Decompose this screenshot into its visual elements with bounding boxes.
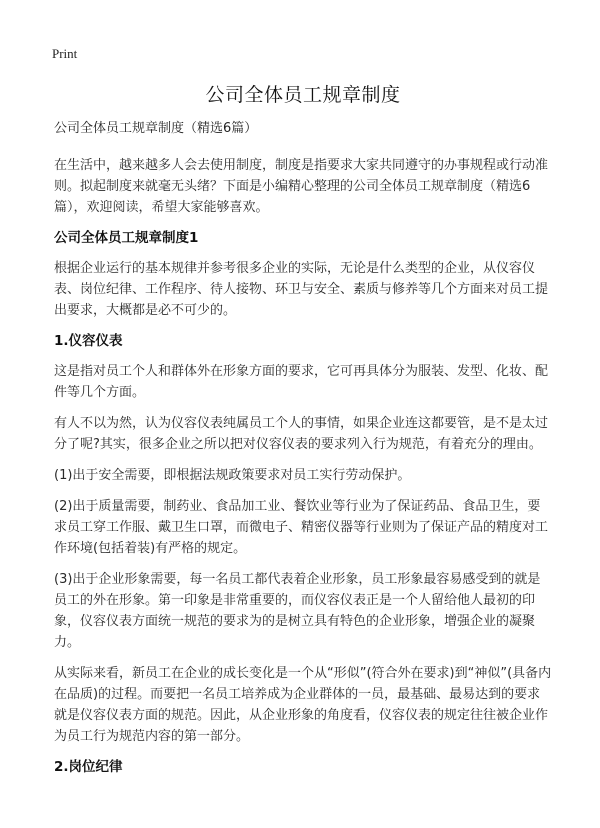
paragraph: (3)出于企业形象需要，每一名员工都代表着企业形象，员工形象最容易感受到的就是员工的外在形象。第一印象是非常重要的，而仪容仪表正是一个人留给他人最初的印象，仪容仪表方面统一规范的要求为的是树立具有特色的企业形象，增强企业的凝聚力。 bbox=[54, 572, 541, 650]
subsection-heading-appearance: 1.仪容仪表 bbox=[54, 333, 123, 349]
paragraph: 有人不以为然，认为仪容仪表纯属员工个人的事情，如果企业连这都要管，是不是太过分了呢?其实，很多企业之所以把对仪容仪表的要求列入行为规范，有着充分的理由。 bbox=[54, 416, 549, 452]
page-title: 公司全体员工规章制度 bbox=[205, 84, 401, 106]
document-body bbox=[54, 74, 552, 787]
section1-paragraph: 根据企业运行的基本规律并参考很多企业的实际，无论是什么类型的企业，从仪容仪表、岗位纪律、工作程序、待人接物、环卫与安全、素质与修养等几个方面来对员工提出要求，大概都是必不可少的。 bbox=[54, 261, 549, 318]
paragraph: (1)出于安全需要，即根据法规政策要求对员工实行劳动保护。 bbox=[54, 468, 411, 483]
section-heading-1: 公司全体员工规章制度1 bbox=[54, 230, 199, 246]
paragraph: (2)出于质量需要，制药业、食品加工业、餐饮业等行业为了保证药品、食品卫生，要求员工穿工作服、戴卫生口罩，而微电子、精密仪器等行业则为了保证产品的精度对工作环境(包括着装)有严格的规定。 bbox=[54, 499, 549, 556]
subsection-heading-discipline: 2.岗位纪律 bbox=[54, 759, 123, 775]
paragraph: 这是指对员工个人和群体外在形象方面的要求，它可再具体分为服装、发型、化妆、配件等几个方面。 bbox=[54, 364, 549, 400]
print-link[interactable]: Print bbox=[52, 46, 78, 61]
paragraph: 从实际来看，新员工在企业的成长变化是一个从“形似”(符合外在要求)到“神似”(具备内在品质)的过程。而要把一名员工培养成为企业群体的一员，最基础、最易达到的要求就是仪容仪表方面的规范。因此，从企业形象的角度看，仪容仪表的规定往往被企业作为员工行为规范内容的第一部分。 bbox=[54, 666, 552, 744]
document-subtitle: 公司全体员工规章制度（精选6篇） bbox=[54, 121, 258, 136]
intro-paragraph: 在生活中，越来越多人会去使用制度，制度是指要求大家共同遵守的办事规程或行动准则。拟起制度来就毫无头绪？下面是小编精心整理的公司全体员工规章制度（精选6篇），欢迎阅读，希望大家能够喜欢。 bbox=[54, 158, 549, 215]
